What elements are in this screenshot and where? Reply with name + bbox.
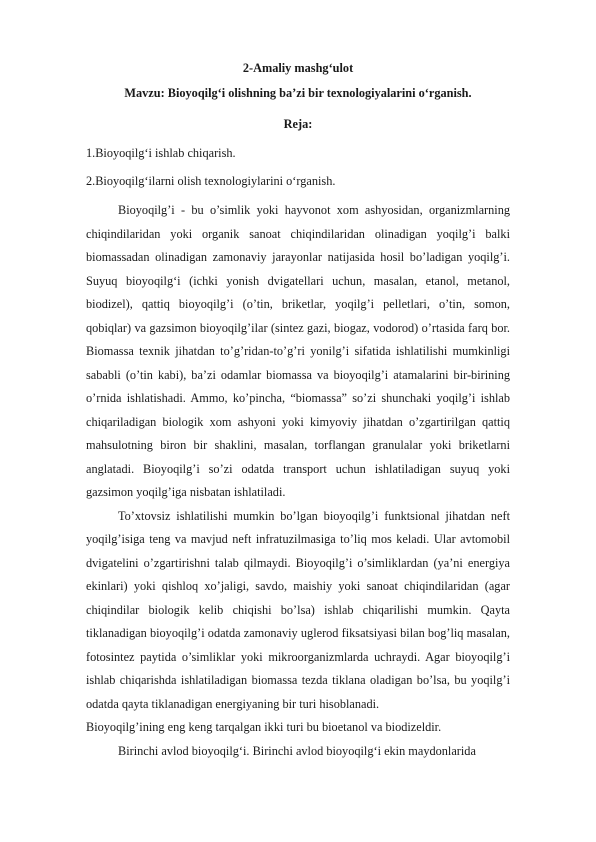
plan-heading: Reja: (283, 117, 313, 131)
plan-list (86, 143, 510, 191)
document-page (86, 58, 510, 763)
paragraph: Birinchi avlod bioyoqilg‘i. Birinchi avlod bioyoqilg‘i ekin maydonlarida (118, 743, 476, 758)
paragraph: Bioyoqilg’ining eng keng tarqalgan ikki turi bu bioetanol va biodizeldir. (86, 720, 442, 734)
document-subtitle: Mavzu: Bioyoqilg‘i olishning ba’zi bir texnologiyalarini o‘rganish. (124, 86, 472, 100)
paragraph: To’xtovsiz ishlatilishi mumkin bo’lgan bioyoqilg’i funktsional jihatdan neft yoqilg’isiga teng va mavjud neft infratuzilmasiga to’liq mos keladi. Ular avtomobil dvigatelini o’zgartirishni talab qilmaydi. Bioyoqilg’i o’simliklardan (ya’ni energiya ekinlari) yoki qishloq xo’jaligi, savdo, maishiy yoki sanoat chiqindilaridan (agar chiqindilar biologik kelib chiqishi bo’lsa) ishlab chiqarilishi mumkin. Qayta tiklanadigan bioyoqilg’i odatda zamonaviy uglerod fiksatsiyasi bilan bog’liq masalan, fotosintez paytida o’simliklar yoki mikroorganizmlarda uchraydi. Agar bioyoqilg’i ishlab chiqarishda ishlatiladigan biomassa tezda tiklana oladigan bo’lsa, bu yoqilg’i odatda qayta tiklanadigan energiyaning bir turi hisoblanadi. (86, 508, 510, 711)
document-title: 2-Amaliy mashg‘ulot (242, 61, 354, 75)
body-text (86, 199, 510, 763)
plan-item: 1.Bioyoqilg‘i ishlab chiqarish. (86, 146, 236, 160)
plan-item: 2.Bioyoqilg‘ilarni olish texnologiylarini o‘rganish. (86, 174, 336, 188)
paragraph: Bioyoqilg’i - bu o’simlik yoki hayvonot xom ashyosidan, organizmlarning chiqindilaridan yoki organik sanoat chiqindilaridan olinadigan yoqilg’i balki biomassadan olinadigan zamonaviy jarayonlar natijasida hosil bo’ladigan yoqilg’i. Suyuq bioyoqilg‘i (ichki yonish dvigatellari uchun, masalan, etanol, metanol, biodizel), qattiq bioyoqilg’i (o’tin, briketlar, yoqilg’i pelletlari, o’tin, somon, qobiqlar) va gazsimon bioyoqilg’ilar (sintez gazi, biogaz, vodorod) o’rtasida farq bor. Biomassa texnik jihatdan to’g’ridan-to’g’ri yonilg’i sifatida ishlatilishi mumkinligi sababli (o’tin kabi), ba’zi odamlar biomassa va bioyoqilg’i atamalarini bir-birining o’rnida ishlatishadi. Ammo, ko’pincha, “biomassa” so’zi shunchaki yoqilg’i ishlab chiqariladigan biologik xom ashyoni yoki kimyoviy jihatdan o’zgartirilgan qattiq mahsulotning biron bir shaklini, masalan, torflangan granulalar yoki briketlarni anglatadi. Bioyoqilg’i so’zi odatda transport uchun ishlatiladigan suyuq yoki gazsimon yoqilg’iga nisbatan ishlatiladi. (86, 203, 510, 499)
